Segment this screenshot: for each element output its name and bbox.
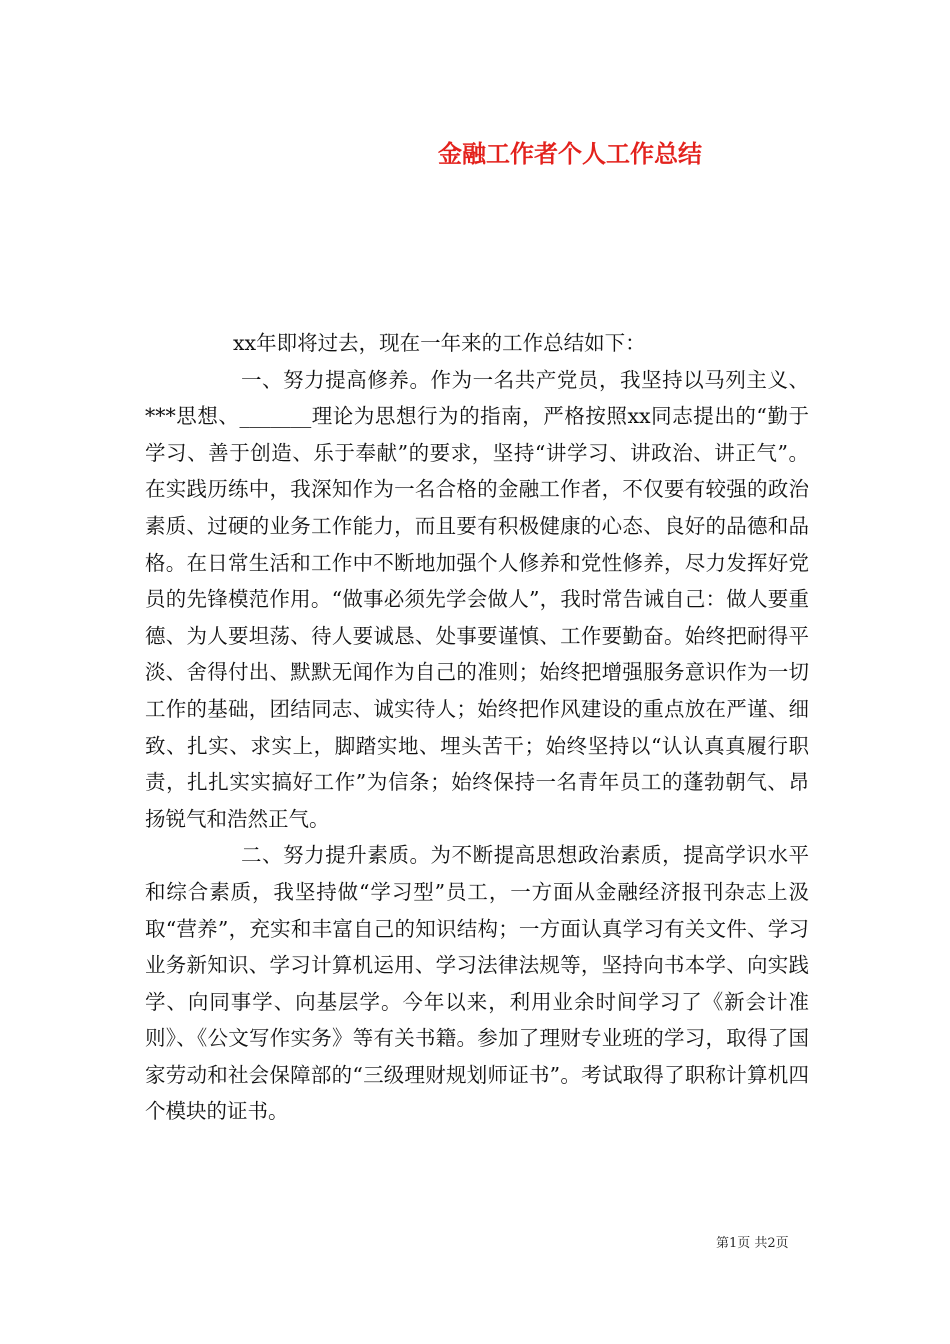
intro-paragraph: xx年即将过去，现在一年来的工作总结如下： (233, 331, 646, 355)
page-number-footer: 第1页 共2页 (716, 1236, 789, 1251)
page-title: 金融工作者个人工作总结 (438, 139, 702, 168)
paragraph-self-cultivation: 一、努力提高修养。作为一名共产党员，我坚持以马列主义、***思想、_______理论为思想行为的指南，严格按照xx同志提出的“勤于学习、善于创造、乐于奉献”的要求，坚持“讲学习、讲政治、讲正气”。在实践历练中，我深知作为一名合格的金融工作者，不仅要有较强的政治素质、过硬的业务工作能力，而且要有积极健康的心态、良好的品德和品格。在日常生活和工作中不断地加强个人修养和党性修养，尽力发挥好党员的先锋模范作用。“做事必须先学会做人”，我时常告诫自己：做人要重德、为人要坦荡、待人要诚恳、处事要谨慎、工作要勤奋。始终把耐得平淡、舍得付出、默默无闻作为自己的准则；始终把增强服务意识作为一切工作的基础，团结同志、诚实待人；始终把作风建设的重点放在严谨、细致、扎实、求实上，脚踏实地、埋头苦干；始终坚持以“认认真真履行职责，扎扎实实搞好工作”为信条；始终保持一名青年员工的蓬勃朝气、昂扬锐气和浩然正气。 (145, 367, 809, 831)
document-body (145, 325, 809, 1130)
paragraph-quality-improvement: 二、努力提升素质。为不断提高思想政治素质，提高学识水平和综合素质，我坚持做“学习型”员工，一方面从金融经济报刊杂志上汲取“营养”，充实和丰富自己的知识结构；一方面认真学习有关文件、学习业务新知识、学习计算机运用、学习法律法规等，坚持向书本学、向实践学、向同事学、向基层学。今年以来，利用业余时间学习了《新会计准则》、《公文写作实务》等有关书籍。参加了理财专业班的学习，取得了国家劳动和社会保障部的“三级理财规划师证书”。考试取得了职称计算机四个模块的证书。 (145, 843, 809, 1124)
